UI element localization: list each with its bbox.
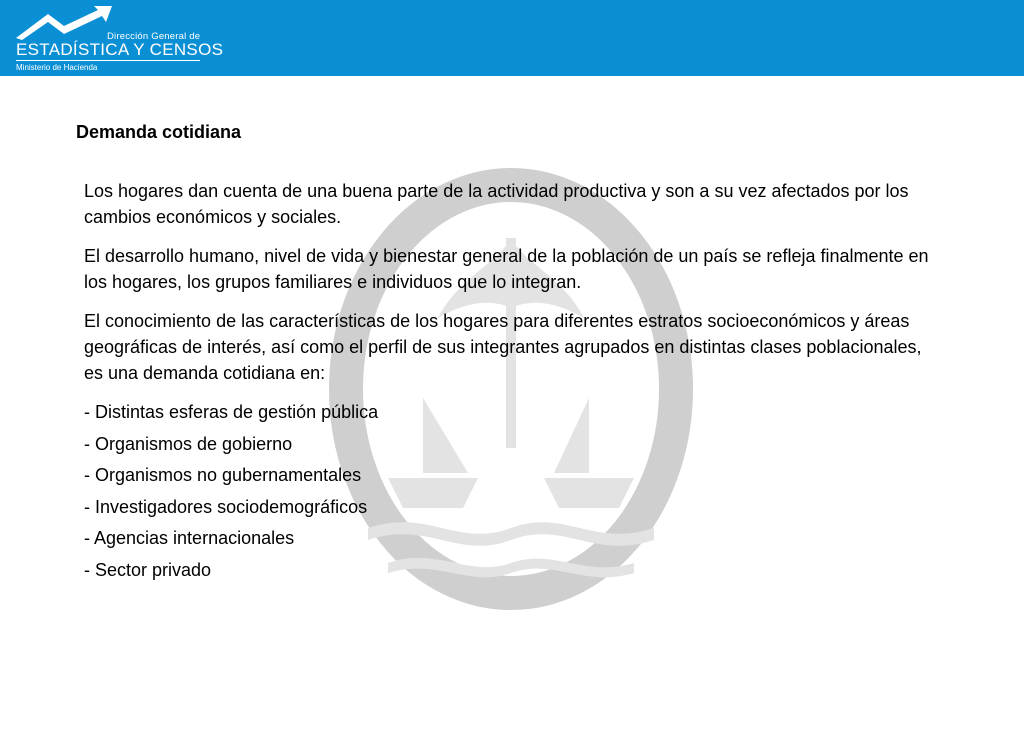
organization-logo [14, 4, 224, 74]
page-title: Demanda cotidiana [76, 122, 242, 142]
logo-ministry: Ministerio de Hacienda [16, 63, 98, 72]
list-item: - Organismos no gubernamentales [84, 465, 362, 485]
header-bar [0, 0, 1024, 76]
logo-title: ESTADÍSTICA Y CENSOS [16, 40, 224, 59]
slide-body [84, 178, 934, 588]
paragraph-human-development: El desarrollo humano, nivel de vida y bienestar general de la población de un país se refleja finalmente en los hogares, los grupos familiares e individuos que lo integran. [84, 246, 929, 292]
logo-arrow-icon [14, 4, 114, 40]
list-item: - Agencias internacionales [84, 528, 295, 548]
list-item: - Organismos de gobierno [84, 433, 293, 454]
demand-list [84, 399, 934, 588]
list-item: - Distintas esferas de gestión pública [84, 402, 379, 422]
paragraph-demand: El conocimiento de las características de los hogares para diferentes estratos socioeconómicos y áreas geográficas de interés, así como el perfil de sus integrantes agrupados en distintas clases poblacionales, es una demanda cotidiana en: [84, 311, 922, 383]
logo-divider [16, 60, 200, 61]
list-item: - Sector privado [84, 559, 212, 580]
list-item: - Investigadores sociodemográficos [84, 496, 368, 517]
logo-subtitle: Dirección General de [107, 31, 201, 42]
paragraph-households: Los hogares dan cuenta de una buena parte de la actividad productiva y son a su vez afectados por los cambios económicos y sociales. [84, 181, 909, 227]
